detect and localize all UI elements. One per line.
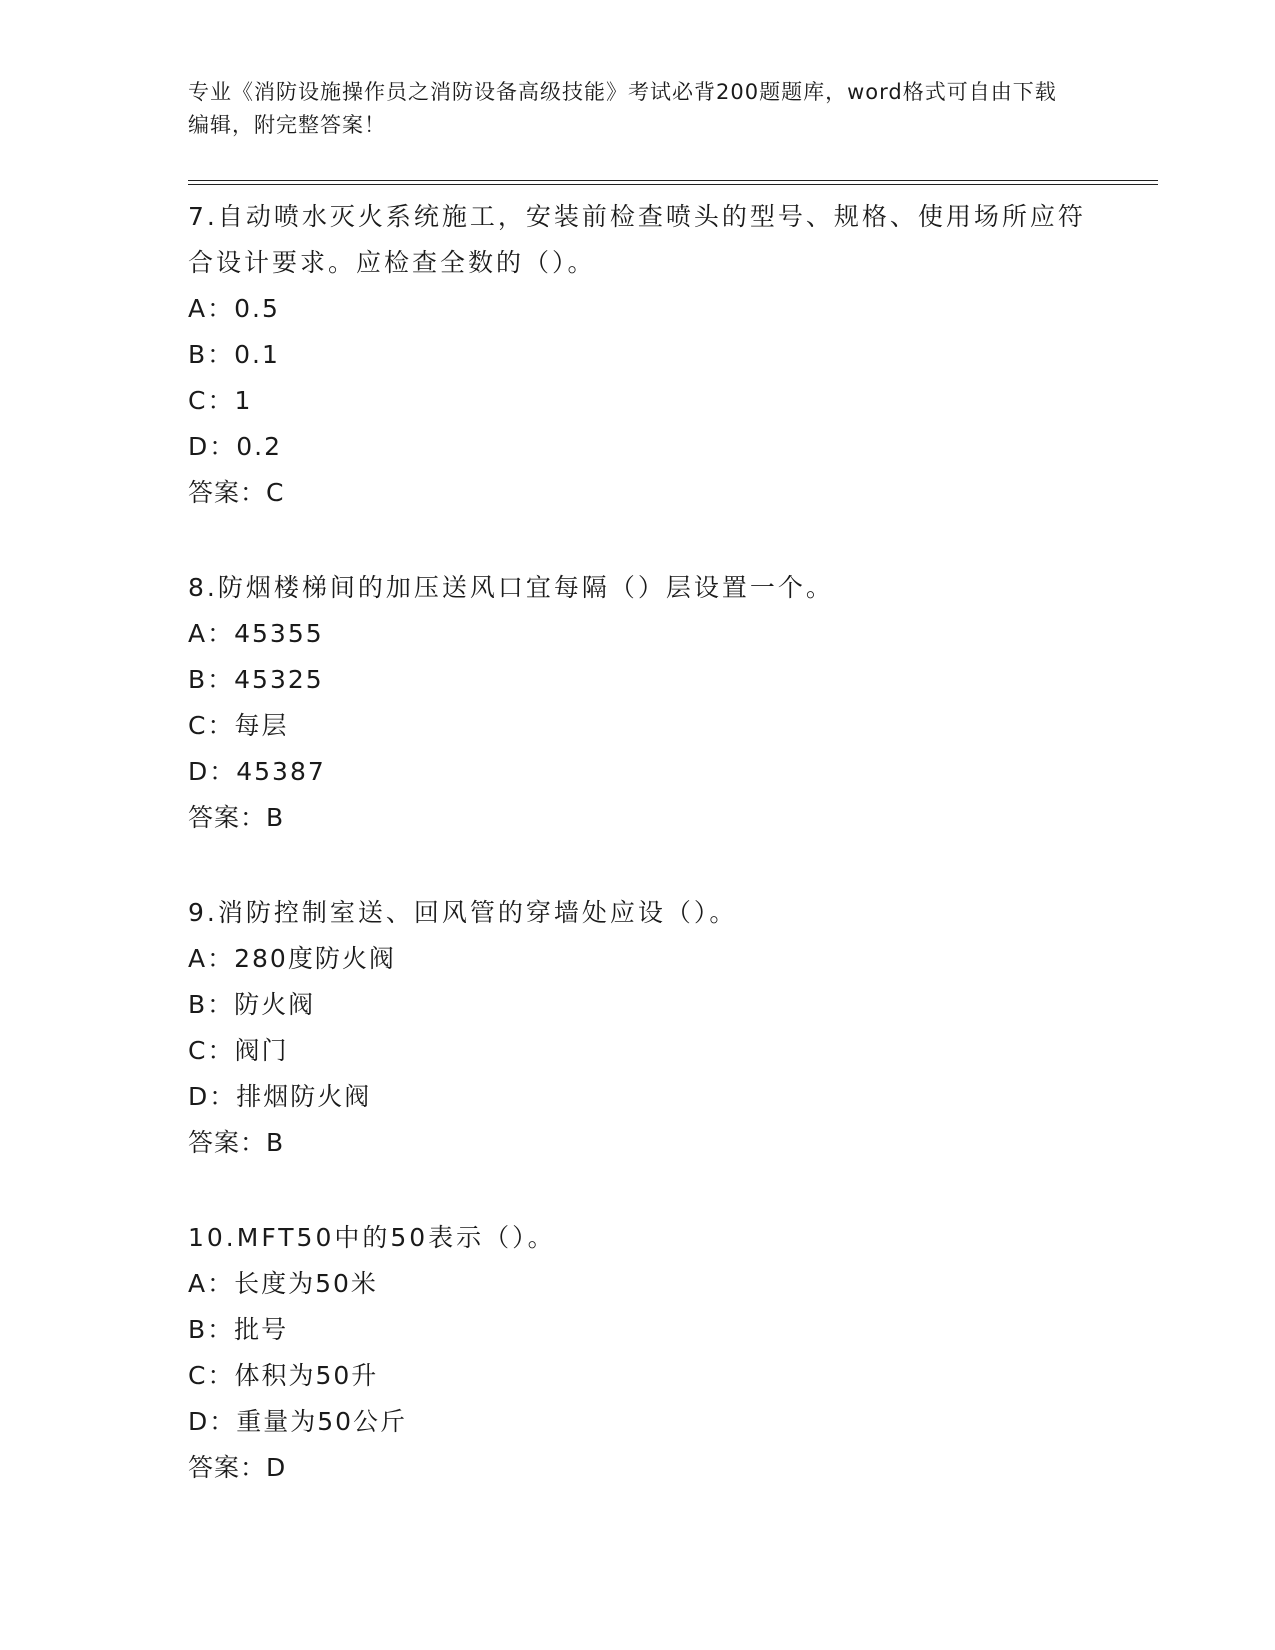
header-divider-top <box>188 180 1158 181</box>
question-stem: 7.自动喷水灭火系统施工，安装前检查喷头的型号、规格、使用场所应符合设计要求。应检查全数的（）。 <box>188 202 1086 277</box>
question-list <box>188 190 1088 1491</box>
option-b: B：防火阀 <box>188 990 316 1019</box>
document-header: 专业《消防设施操作员之消防设备高级技能》考试必背200题题库，word格式可自由下载编辑，附完整答案！ <box>188 80 1057 137</box>
option-d: D：0.2 <box>188 432 283 461</box>
option-c: C：每层 <box>188 711 289 740</box>
answer-line: 答案：C <box>188 478 285 507</box>
question-item <box>188 190 1088 516</box>
answer-line: 答案：B <box>188 803 285 832</box>
option-b: B：0.1 <box>188 340 280 369</box>
option-a: A：长度为50米 <box>188 1269 378 1298</box>
option-a: A：280度防火阀 <box>188 944 396 973</box>
question-stem: 10.MFT50中的50表示（）。 <box>188 1223 556 1252</box>
option-d: D：排烟防火阀 <box>188 1082 372 1111</box>
option-a: A：45355 <box>188 619 324 648</box>
answer-line: 答案：D <box>188 1453 287 1482</box>
option-d: D：重量为50公斤 <box>188 1407 408 1436</box>
option-a: A：0.5 <box>188 294 280 323</box>
answer-line: 答案：B <box>188 1128 285 1157</box>
question-item <box>188 561 1088 841</box>
option-d: D：45387 <box>188 757 326 786</box>
question-stem: 8.防烟楼梯间的加压送风口宜每隔（）层设置一个。 <box>188 573 834 602</box>
option-b: B：45325 <box>188 665 324 694</box>
header-divider-bottom <box>188 184 1158 185</box>
question-item <box>188 886 1088 1166</box>
option-c: C：体积为50升 <box>188 1361 379 1390</box>
option-c: C：阀门 <box>188 1036 289 1065</box>
option-c: C：1 <box>188 386 253 415</box>
option-b: B：批号 <box>188 1315 289 1344</box>
question-stem: 9.消防控制室送、回风管的穿墙处应设（）。 <box>188 898 738 927</box>
question-item <box>188 1211 1088 1491</box>
